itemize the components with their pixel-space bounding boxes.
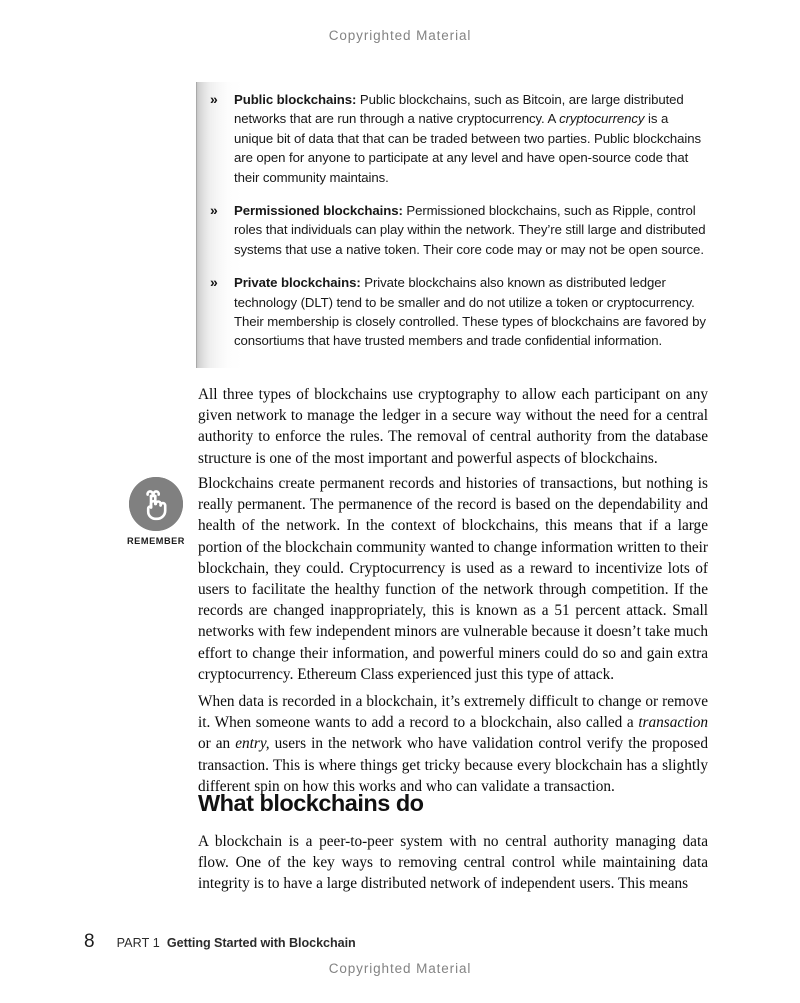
- list-item: [196, 273, 708, 351]
- paragraph-when-part1: When data is recorded in a blockchain, it’s extremely difficult to change or remove it. When someone wants to add a record to a blockchain, also called a: [198, 693, 708, 732]
- copyright-watermark-bottom: Copyrighted Material: [328, 961, 472, 976]
- remember-hand-icon: [129, 477, 183, 531]
- list-item: [196, 90, 708, 187]
- paragraph-when-part2: or an: [198, 735, 236, 753]
- list-item-text: Public blockchains, such as Bitcoin, are large distributed networks that are run through a native cryptocurrency. A: [234, 92, 684, 127]
- paragraph-remember: Blockchains create permanent records and histories of transactions, but nothing is really permanent. The permanence of the record is based on the dependability and health of the network. In the context of blockchains, this means that if a large portion of the blockchain community wanted to change information written to their blockchain, they could. Cryptocurrency is used as a reward to incentivize lots of users to facilitate the healthy function of the network through competition. If the records are changed inappropriately, this is known as a 51 percent attack. Small networks with few independent minors are vulnerable because it doesn’t take much effort to change their information, and powerful miners could do so and gain extra cryptocurrency. Ethereum Class experienced just this type of attack.: [198, 475, 708, 683]
- section-heading: What blockchains do: [198, 790, 424, 816]
- remember-icon-label: REMEMBER: [127, 536, 185, 546]
- paragraph-when-emphasis-entry: entry,: [235, 735, 270, 753]
- double-chevron-icon: »: [210, 91, 218, 107]
- list-item-term: Permissioned blockchains:: [234, 203, 403, 219]
- callout-box: [196, 82, 708, 368]
- paragraph-intro: All three types of blockchains use cryptography to allow each participant on any given network to manage the ledger in a secure way without the need for a central authority to enforce the rules. The removal of central authority from the database structure is one of the most important and powerful aspects of blockchains.: [198, 386, 708, 467]
- list-item-term: Private blockchains:: [234, 275, 361, 291]
- paragraph-when-part3: users in the network who have validation control verify the proposed transaction. This is where things get tricky because every blockchain has a slightly different spin on how this works and who can validate a transaction.: [198, 735, 708, 795]
- double-chevron-icon: »: [210, 274, 218, 291]
- paragraph-when-data-recorded: [198, 691, 708, 797]
- list-item-text-cont: is a unique bit of data that that can be traded between two parties. Public blockchains are open for anyone to participate at any level and have open-source code that their community maintains.: [234, 111, 702, 185]
- footer-page-number: 8: [84, 931, 95, 952]
- list-item-term: Public blockchains:: [234, 92, 357, 107]
- footer-part-label: PART 1: [116, 936, 160, 950]
- list-item: [196, 201, 708, 259]
- list-item-emphasis: cryptocurrency: [559, 111, 645, 127]
- footer-part-title: Getting Started with Blockchain: [166, 936, 356, 950]
- double-chevron-icon: »: [210, 202, 218, 219]
- list-item-text: Private blockchains also known as distributed ledger technology (DLT) tend to be smaller and do not utilize a token or cryptocurrency. Their membership is closely controlled. These types of blockchains are favored by consortiums that have trusted members and trade confidential information.: [234, 275, 706, 349]
- list-item-text: Permissioned blockchains, such as Ripple, control roles that individuals can play within the network. They’re still large and distributed systems that use a native token. Their core code may or may not be open source.: [234, 203, 706, 257]
- remember-icon-block: [122, 477, 190, 546]
- paragraph-when-emphasis-transaction: transaction: [638, 714, 708, 732]
- paragraph-what-blockchains-do: A blockchain is a peer-to-peer system with no central authority managing data flow. One of the key ways to removing central control while maintaining data integrity is to have a large distributed network of independent users. This means: [198, 833, 708, 893]
- copyright-watermark-top: Copyrighted Material: [328, 28, 472, 43]
- page-footer: [84, 931, 356, 953]
- callout-bullet-list: [196, 90, 708, 351]
